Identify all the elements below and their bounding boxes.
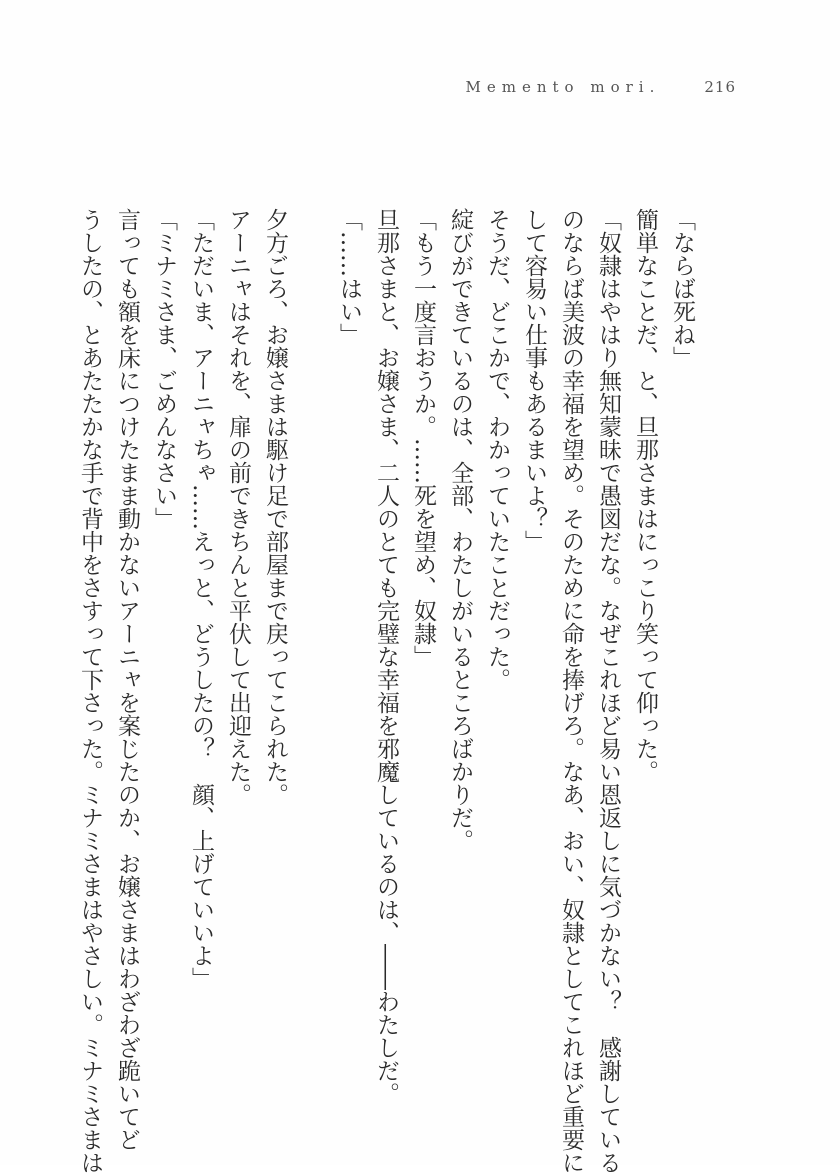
text-line: 「ただいま、アーニャちゃ……えっと、どうしたの？ 顔、上げていいよ」 bbox=[188, 208, 214, 990]
running-title: Memento mori. bbox=[465, 78, 661, 96]
text-line: 夕方ごろ、お嬢さまは駆け足で部屋まで戻ってこられた。 bbox=[262, 208, 288, 806]
text-line: のならば美波の幸福を望め。そのために命を捧げろ。なあ、おい、奴隷としてこれほど重要に bbox=[558, 208, 584, 1174]
text-line: 言っても額を床につけたまま動かないアーニャを案じたのか、お嬢さまはわざわざ跪いてど bbox=[114, 208, 140, 1151]
text-line: アーニャはそれを、扉の前できちんと平伏して出迎えた。 bbox=[225, 208, 251, 806]
text-line: うしたの、とあたたかな手で背中をさすって下さった。ミナミさまはやさしい。ミナミさまは bbox=[77, 208, 103, 1174]
text-line: 「……はい」 bbox=[336, 208, 362, 346]
running-head bbox=[466, 78, 736, 96]
text-line: 「もう一度言おうか。……死を望め、奴隷」 bbox=[410, 208, 436, 668]
text-line: 「ならば死ね」 bbox=[669, 208, 695, 369]
text-line: 「ミナミさま、ごめんなさい」 bbox=[151, 208, 177, 530]
text-line: そうだ、どこかで、わかっていたことだった。 bbox=[484, 208, 510, 691]
text-line: 「奴隷はやはり無知蒙昧で愚図だな。なぜこれほど易い恩返しに気づかない？ 感謝している bbox=[595, 208, 621, 1174]
text-line: 綻びができているのは、全部、わたしがいるところばかりだ。 bbox=[447, 208, 473, 852]
page-number: 216 bbox=[704, 78, 736, 96]
text-line: して容易い仕事もあるまいよ？」 bbox=[521, 208, 547, 553]
text-line: 旦那さまと、お嬢さま、二人のとても完璧な幸福を邪魔しているのは、――わたしだ。 bbox=[373, 208, 399, 1105]
text-line: 簡単なことだ、と、旦那さまはにっこり笑って仰った。 bbox=[632, 208, 658, 783]
vertical-text-body bbox=[77, 208, 700, 1174]
